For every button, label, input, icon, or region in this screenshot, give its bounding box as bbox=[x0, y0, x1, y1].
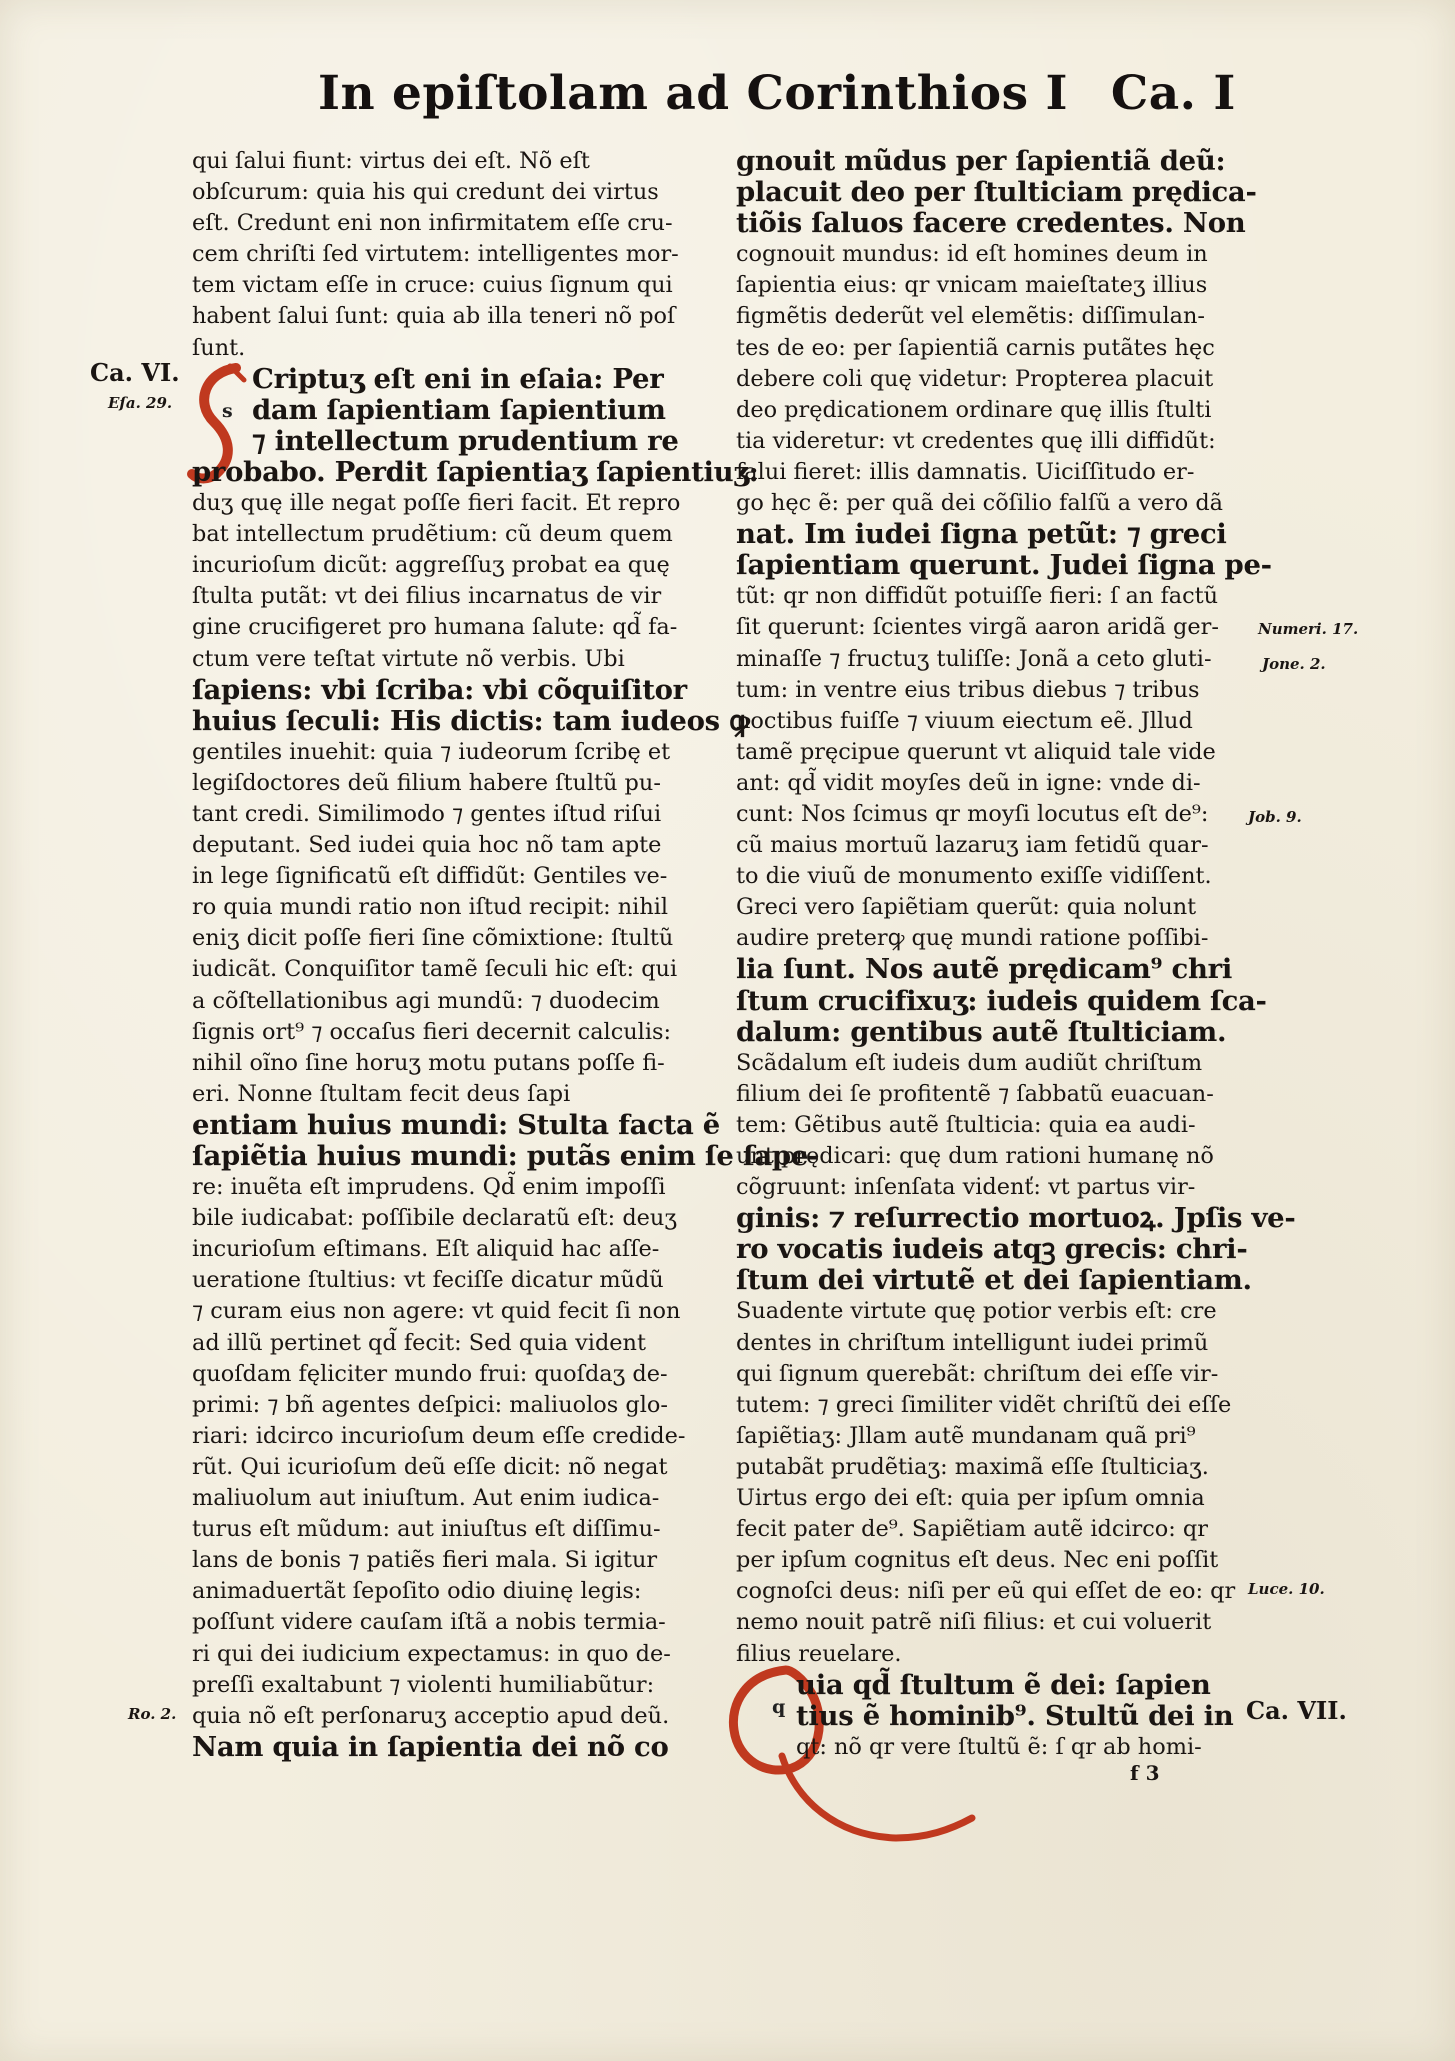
text-line: figmẽtis dederũt vel elemẽtis: diſſimulan- bbox=[736, 303, 1205, 330]
text-line: ad illũ pertinet qd̃ fecit: Sed quia vident bbox=[192, 1329, 646, 1356]
text-line: tem victam eſſe in cruce: cuius ſignum qui bbox=[192, 272, 673, 299]
text-line: tiõis ſaluos facere credentes. Non bbox=[736, 207, 1246, 240]
text-line: habent ſalui ſunt: quia ab illa teneri nõ poſ bbox=[192, 303, 676, 330]
text-line: tum: in ventre eius tribus diebus ⁊ tribus bbox=[736, 676, 1200, 703]
text-line: ſapientia eius: qr vnicam maieſtateʒ illius bbox=[736, 272, 1208, 299]
text-line: qui ſignum querebãt: chriſtum dei eſſe vir- bbox=[736, 1360, 1219, 1387]
text-line: tamẽ pręcipue querunt vt aliquid tale vide bbox=[736, 738, 1216, 765]
header-chapter: Ca. I bbox=[1110, 66, 1236, 121]
text-line: preſſi exaltabunt ⁊ violenti humiliabũtur: bbox=[192, 1671, 655, 1698]
text-line: per ipſum cognitus eſt deus. Nec eni poſſit bbox=[736, 1547, 1219, 1574]
text-line: ant: qd̃ vidit moyſes deũ in igne: vnde di- bbox=[736, 769, 1201, 796]
text-line: probabo. Perdit ſapientiaʒ ſapientiuʒ: bbox=[192, 455, 759, 488]
text-line: qui ſalui fiunt: virtus dei eſt. Nõ eſt bbox=[192, 148, 590, 174]
text-line: ctum vere teſtat virtute nõ verbis. Ubi bbox=[192, 645, 625, 672]
text-line: legiſdoctores deũ filium habere ſtultũ pu- bbox=[192, 769, 661, 796]
text-line: huius ſeculi: His dictis: tam iudeos ꝙ bbox=[192, 704, 750, 737]
text-line: fecit pater de⁹. Sapiẽtiam autẽ idcirco: qr bbox=[736, 1516, 1208, 1543]
guide-letter-s: s bbox=[222, 400, 233, 422]
text-line: entiam huius mundi: Stulta facta ẽ bbox=[192, 1108, 720, 1141]
text-line: deputant. Sed iudei quia hoc nõ tam apte bbox=[192, 832, 662, 859]
text-line: turus eſt mũdum: aut iniuſtus eſt diſſimu- bbox=[192, 1516, 661, 1543]
text-line: quoſdam fęliciter mundo frui: quoſdaʒ de- bbox=[192, 1360, 668, 1387]
text-line: unt prędicari: quę dum rationi humanę nõ bbox=[736, 1143, 1214, 1169]
text-line: cõgruunt: inſenſata videnť: vt partus vir- bbox=[736, 1174, 1196, 1201]
text-line: duʒ quę ille negat poſſe fieri facit. Et repro bbox=[192, 490, 681, 517]
text-line: qt: nõ qr vere ſtultũ ẽ: ſ qr ab homi- bbox=[796, 1733, 1202, 1760]
text-line: lia ſunt. Nos autẽ prędicam⁹ chri bbox=[736, 953, 1233, 986]
text-line: quia nõ eſt perſonaruʒ acceptio apud deũ. bbox=[192, 1702, 670, 1729]
text-line: riari: idcirco incurioſum deum eſſe credide- bbox=[192, 1422, 686, 1449]
text-line: maliuolum aut iniuſtum. Aut enim iudica- bbox=[192, 1485, 660, 1512]
text-line: nat. Im iudei ſigna petũt: ⁊ greci bbox=[736, 518, 1227, 551]
text-line: obſcurum: quia his qui credunt dei virtus bbox=[192, 179, 659, 206]
margin-iob: Job. 9. bbox=[1248, 808, 1302, 826]
text-line: ſapientiam querunt. Judei ſigna pe- bbox=[736, 549, 1272, 582]
text-line: tant credi. Similimodo ⁊ gentes iſtud riſui bbox=[192, 800, 662, 827]
text-line: tutem: ⁊ greci ſimiliter vidẽt chriſtũ dei eſſe bbox=[736, 1391, 1232, 1418]
text-line: ſtulta putãt: vt dei filius incarnatus de vir bbox=[192, 583, 662, 610]
text-line: eniʒ dicit poſſe fieri ſine cõmixtione: ſtultũ bbox=[192, 925, 674, 952]
text-line: ſapiẽtiaʒ: Jllam autẽ mundanam quã pri⁹ bbox=[736, 1422, 1196, 1449]
text-line: ro vocatis iudeis atqꝫ grecis: chri- bbox=[736, 1233, 1248, 1266]
text-line: ſalui fieret: illis damnatis. Uiciſſitudo er- bbox=[736, 458, 1195, 485]
text-line: placuit deo per ſtulticiam prędica- bbox=[736, 176, 1257, 209]
signature-mark: f 3 bbox=[1130, 1761, 1160, 1785]
text-line: filius reuelare. bbox=[736, 1640, 902, 1667]
text-line: animaduertãt ſepoſito odio diuinę legis: bbox=[192, 1578, 642, 1605]
text-line: in lege ſignificatũ eſt diffidũt: Gentiles ve- bbox=[192, 863, 668, 890]
text-line: bile iudicabat: poſſibile declaratũ eſt: deuʒ bbox=[192, 1205, 677, 1232]
text-line: Nam quia in ſapientia dei nõ co bbox=[192, 1730, 669, 1763]
text-line: deo prędicationem ordinare quę illis ſtulti bbox=[736, 396, 1212, 423]
margin-numeri: Numeri. 17. bbox=[1258, 620, 1359, 638]
text-line: Uirtus ergo dei eſt: quia per ipſum omnia bbox=[736, 1485, 1205, 1512]
text-line: primi: ⁊ bñ agentes deſpici: maliuolos glo- bbox=[192, 1391, 668, 1418]
text-line: go hęc ẽ: per quã dei cõſilio falſũ a vero dã bbox=[736, 490, 1224, 517]
text-line: Suadente virtute quę potior verbis eſt: cre bbox=[736, 1298, 1217, 1325]
margin-luc: Luce. 10. bbox=[1248, 1580, 1325, 1598]
text-line: noctibus fuiſſe ⁊ viuum eiectum eẽ. Jllud bbox=[736, 707, 1193, 734]
text-line: debere coli quę videtur: Propterea placuit bbox=[736, 365, 1214, 392]
text-line: ſit querunt: ſcientes virgã aaron aridã ger- bbox=[736, 614, 1219, 641]
text-line: ſignis ort⁹ ⁊ occaſus fieri decernit calculis: bbox=[192, 1018, 672, 1045]
text-line: ſunt. bbox=[192, 334, 246, 361]
text-line: dalum: gentibus autẽ ſtulticiam. bbox=[736, 1015, 1227, 1048]
text-line: ri qui dei iudicium expectamus: in quo de- bbox=[192, 1640, 671, 1667]
text-line: ginis: ⁊ reſurrectio mortuoꝝ. Jpſis ve- bbox=[736, 1202, 1296, 1235]
text-line: Greci vero ſapiẽtiam querũt: quia nolunt bbox=[736, 894, 1197, 921]
text-line: ⁊ curam eius non agere: vt quid fecit ſi non bbox=[192, 1298, 681, 1325]
text-line: re: inuẽta eſt imprudens. Qd̃ enim impoſſi bbox=[192, 1174, 666, 1201]
text-line: gentiles inuehit: quia ⁊ iudeorum ſcribę et bbox=[192, 738, 671, 765]
text-line: nihil oĩno ſine horuʒ motu putans poſſe fi- bbox=[192, 1049, 665, 1076]
text-line: poſſunt videre cauſam iſtã a nobis termia- bbox=[192, 1609, 666, 1636]
margin-ca-vii: Ca. VII. bbox=[1246, 1696, 1347, 1725]
text-line: iudicãt. Conquiſitor tamẽ ſeculi hic eſt: qui bbox=[192, 956, 678, 983]
text-line: tia videretur: vt credentes quę illi diffidũt: bbox=[736, 427, 1216, 454]
text-line: ſapiẽtia huius mundi: putãs enim ſe ſape- bbox=[192, 1140, 820, 1172]
guide-letter-q: q bbox=[772, 1696, 786, 1718]
text-line: ueratione ſtultius: vt feciſſe dicatur mũdũ bbox=[192, 1267, 664, 1294]
text-line: gine crucifigeret pro humana ſalute: qd̃ fa- bbox=[192, 614, 678, 641]
text-line: cognoſci deus: niſi per eũ qui eſſet de eo: qr bbox=[736, 1578, 1236, 1605]
text-line: tes de eo: per ſapientiã carnis putãtes hęc bbox=[736, 334, 1215, 361]
text-line: eſt. Credunt eni non infirmitatem eſſe cru- bbox=[192, 210, 673, 237]
text-line: Criptuʒ eſt eni in eſaia: Per bbox=[252, 362, 664, 395]
text-line: incurioſum dicũt: aggreſſuʒ probat ea quę bbox=[192, 552, 670, 579]
text-line: ſtum dei virtutẽ et dei ſapientiam. bbox=[736, 1264, 1252, 1297]
running-header bbox=[318, 66, 1236, 130]
text-line: ſtum crucifixuʒ: iudeis quidem ſca- bbox=[736, 984, 1267, 1017]
text-line: cunt: Nos ſcimus qr moyſi locutus eſt de⁹: bbox=[736, 800, 1209, 827]
text-line: ro quia mundi ratio non iſtud recipit: nihil bbox=[192, 894, 669, 921]
text-line: lans de bonis ⁊ patiẽs fieri mala. Si igitur bbox=[192, 1547, 658, 1574]
text-line: rũt. Qui icurioſum deũ eſſe dicit: nõ negat bbox=[192, 1453, 668, 1480]
text-line: ⁊ intellectum prudentium re bbox=[252, 424, 679, 457]
margin-esa: Eſa. 29. bbox=[108, 394, 173, 412]
margin-ione: Jone. 2. bbox=[1262, 655, 1326, 673]
text-line: to die viuũ de monumento exiſſe vidiſſent. bbox=[736, 863, 1212, 890]
text-line: ſapiens: vbi ſcriba: vbi cõquiſitor bbox=[192, 673, 687, 706]
margin-ca-vi: Ca. VI. bbox=[90, 358, 180, 387]
text-line: tũt: qr non diffidũt potuiſſe fieri: ſ an factũ bbox=[736, 583, 1219, 610]
text-line: Scãdalum eſt iudeis dum audiũt chriſtum bbox=[736, 1049, 1203, 1076]
text-line: dentes in chriſtum intelligunt iudei primũ bbox=[736, 1329, 1209, 1356]
margin-ro: Ro. 2. bbox=[128, 1705, 177, 1723]
text-line: cognouit mundus: id eſt homines deum in bbox=[736, 241, 1208, 268]
header-title: In epiſtolam ad Corinthios I bbox=[318, 66, 1068, 121]
text-line: filium dei ſe profitentẽ ⁊ ſabbatũ euacuan- bbox=[736, 1080, 1214, 1107]
text-line: uia qd̃ ſtultum ẽ dei: ſapien bbox=[796, 1668, 1211, 1701]
text-line: dam ſapientiam ſapientium bbox=[252, 393, 666, 426]
text-line: cũ maius mortuũ lazaruʒ iam fetidũ quar- bbox=[736, 832, 1209, 859]
text-line: eri. Nonne ſtultam fecit deus ſapi bbox=[192, 1080, 571, 1107]
text-line: a cõſtellationibus agi mundũ: ⁊ duodecim bbox=[192, 987, 660, 1014]
text-line: audire preterꝙ quę mundi ratione poſſibi- bbox=[736, 925, 1209, 952]
text-line: putabãt prudẽtiaʒ: maximã eſſe ſtulticiaʒ. bbox=[736, 1453, 1209, 1480]
text-line: minaſſe ⁊ fructuʒ tuliſſe: Jonã a ceto gluti- bbox=[736, 645, 1212, 672]
text-line: incurioſum eſtimans. Eſt aliquid hac aſſe- bbox=[192, 1236, 660, 1263]
text-line: nemo nouit patrẽ niſi filius: et cui voluerit bbox=[736, 1609, 1212, 1636]
text-line: tem: Gẽtibus autẽ ſtulticia: quia ea audi- bbox=[736, 1111, 1196, 1138]
text-line: bat intellectum prudẽtium: cũ deum quem bbox=[192, 521, 673, 548]
text-line: cem chriſti ſed virtutem: intelligentes mor- bbox=[192, 241, 679, 268]
text-line: tius ẽ hominib⁹. Stultũ dei in bbox=[796, 1699, 1234, 1732]
text-line: gnouit mũdus per ſapientiã deũ: bbox=[736, 145, 1226, 177]
